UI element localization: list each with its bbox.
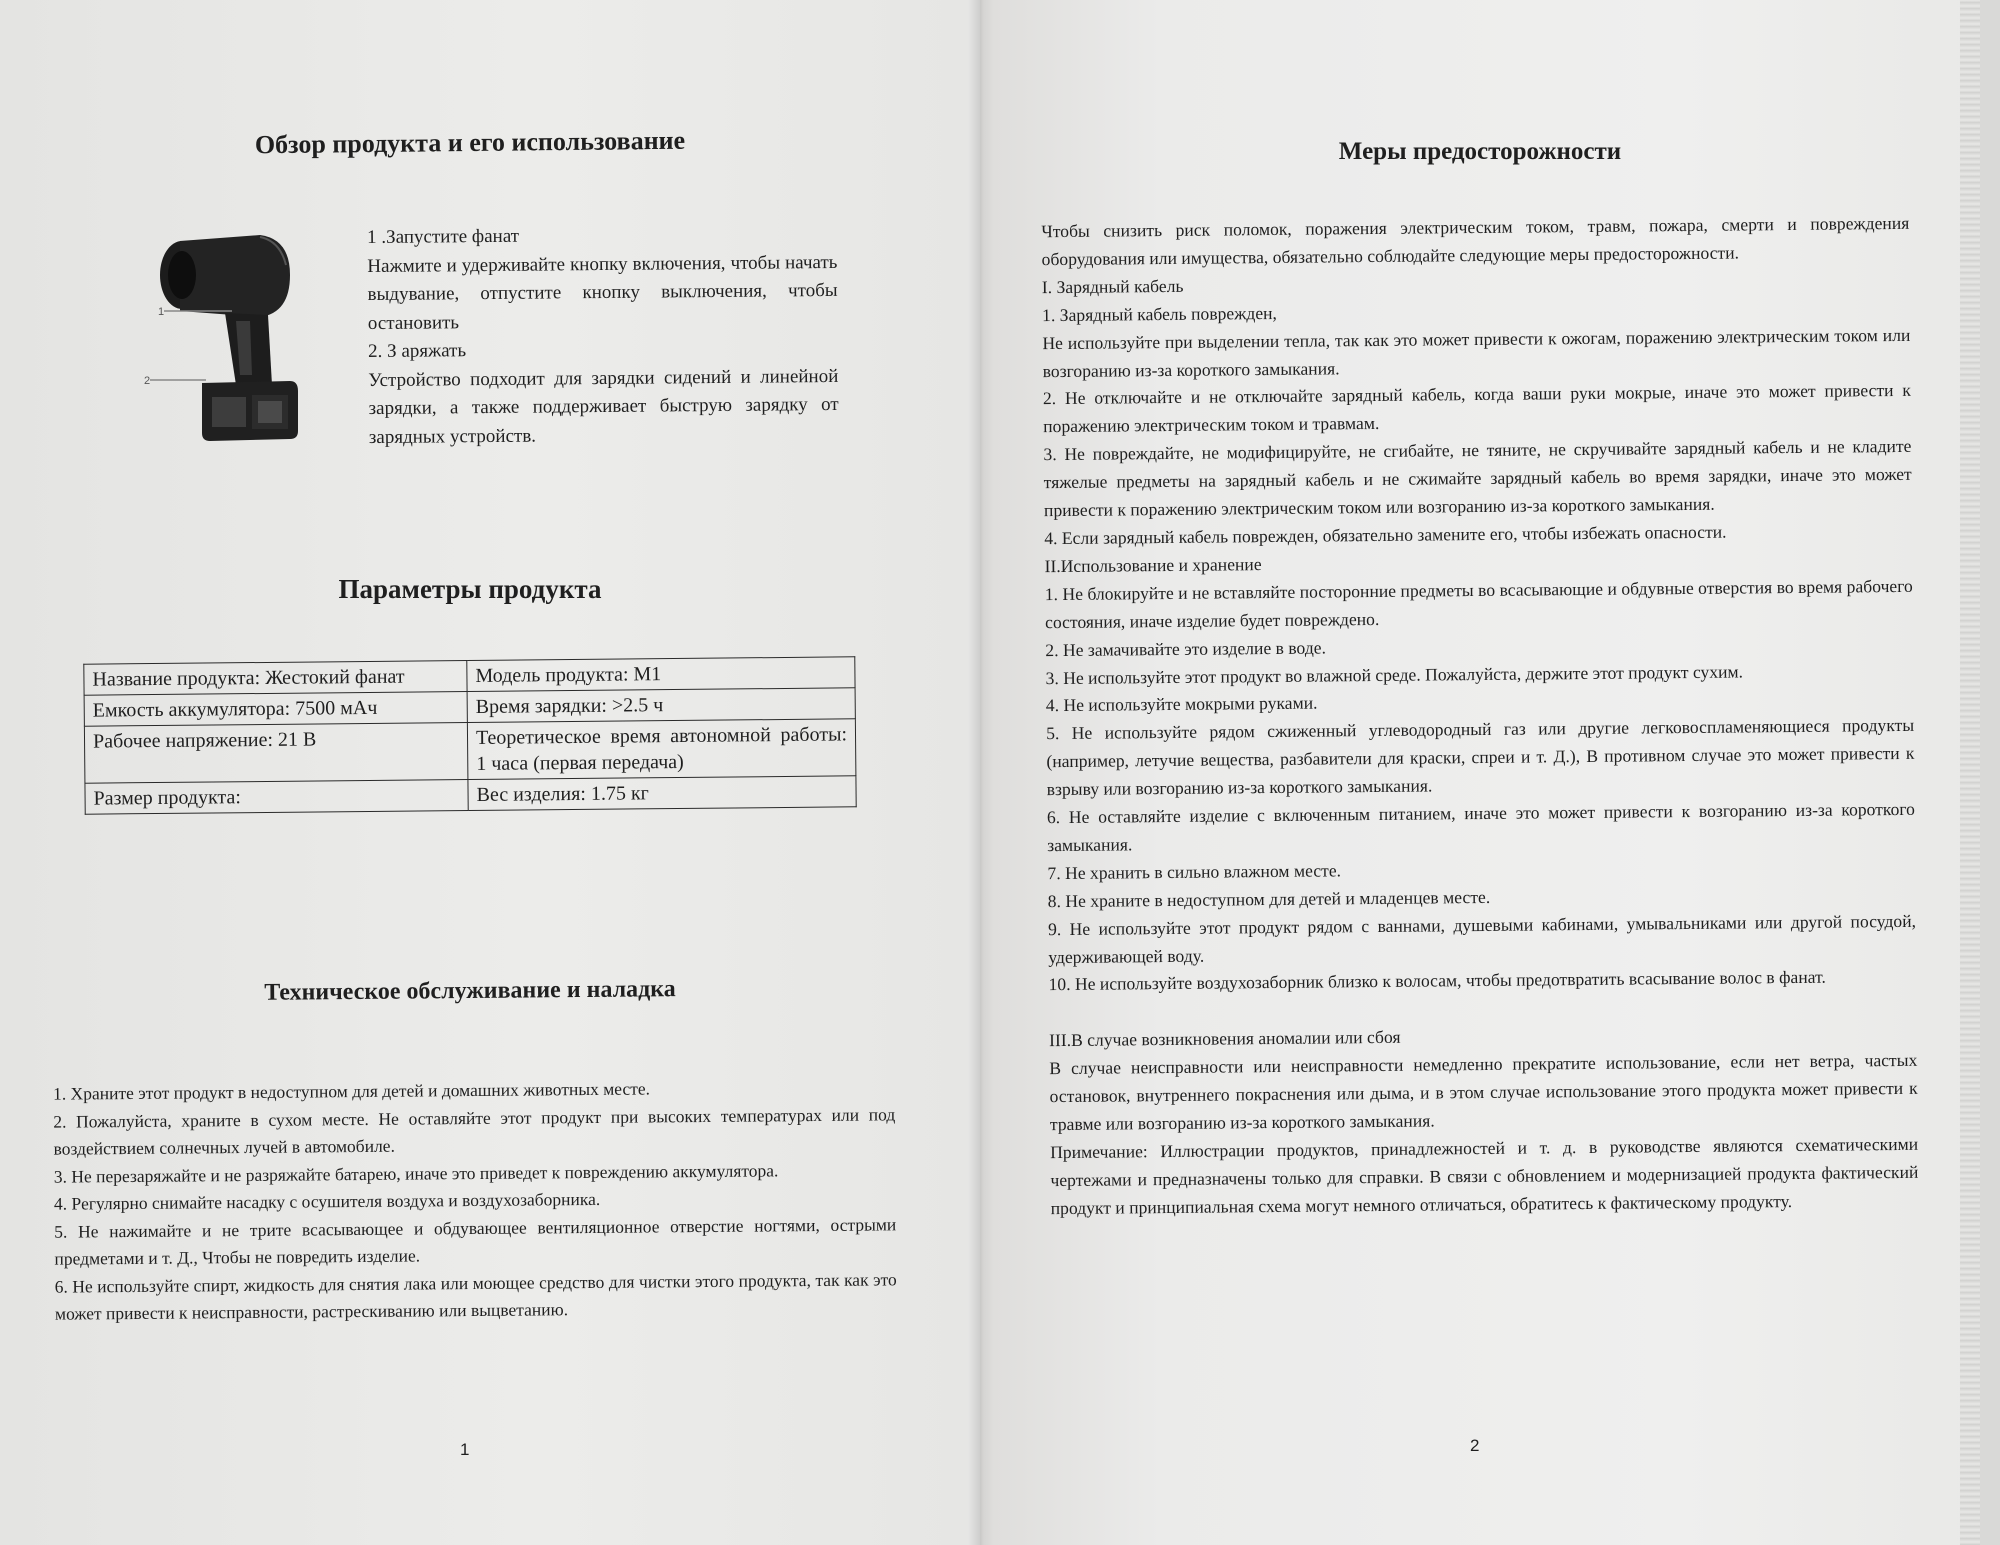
list-item: 9. Не используйте этот продукт рядом с ваннами, душевыми кабинами, умывальниками или другой посудой, удерживающей воду.	[1047, 910, 1917, 967]
params-table	[83, 656, 856, 814]
usage-step-2-text: Устройство подходит для зарядки сидений и линейной зарядки, а также поддерживает быструю зарядку от зарядных устройств.	[368, 365, 839, 448]
list-item: 4. Не используйте мокрыми руками.	[1045, 692, 1318, 716]
section-3-title: III.В случае возникновения аномалии или сбоя	[1048, 1027, 1401, 1051]
precautions-intro: Чтобы снизить риск поломок, поражения электрическим током, травм, пожара, смерти и повреждения оборудования или имущества, обязательно соблюдайте следующие меры предосторожности.	[1041, 212, 1910, 270]
list-item: 2. Не отключайте и не отключайте зарядный кабель, когда ваши руки мокрые, иначе это может привести к поражению электрическим током и травмам.	[1042, 380, 1911, 437]
usage-step-1-title: 1 .Запустите фанат	[367, 225, 520, 249]
page-number-left: 1	[460, 1440, 470, 1459]
callout-1: 1	[158, 306, 165, 318]
note-text: Примечание: Иллюстрации продуктов, принадлежностей и т. д. в руководстве являются схематическими чертежами и предназначены только для справки. В связи с обновлением и модернизацией продукта фактический продукт и принципиальная схема могут немного отличаться, обратитесь к фактическому продукту.	[1050, 1133, 1919, 1218]
params-title: Параметры продукта	[338, 574, 602, 604]
list-item: 3. Не повреждайте, не модифицируйте, не сгибайте, не тяните, не скручивайте зарядный кабель и не кладите тяжелые предметы на зарядный кабель и не сжимайте зарядный кабель во время зарядки, иначе это может привести к поражению электрическим током или возгоранию из-за короткого замыкания.	[1043, 436, 1912, 521]
callout-2: 2	[144, 375, 151, 387]
list-item: 1. Зарядный кабель поврежден,	[1042, 302, 1278, 325]
product-fan-illustration	[140, 225, 350, 450]
list-item: 6. Не используйте спирт, жидкость для снятия лака или моющее средство для чистки этого продукта, так как это может привести к неисправности, растрескиванию или выцветанию.	[54, 1268, 897, 1324]
param-runtime: Теоретическое время автономной работы: 1 часа (первая передача)	[467, 719, 856, 780]
list-item: 8. Не храните в недоступном для детей и младенцев месте.	[1047, 886, 1491, 911]
list-item: 7. Не хранить в сильно влажном месте.	[1047, 860, 1342, 884]
page-number-right: 2	[1470, 1436, 1480, 1455]
section-2-title: II.Использование и хранение	[1044, 553, 1262, 577]
list-item: Не используйте при выделении тепла, так как это может привести к ожогам, поражению электрическим током или возгоранию из-за короткого замыкания.	[1042, 324, 1911, 381]
param-model: Модель продукта: M1	[467, 657, 855, 692]
usage-step-1-text: Нажмите и удерживайте кнопку включения, чтобы начать выдувание, отпустите кнопку выключения, чтобы остановить	[367, 251, 838, 334]
section-3-text: В случае неисправности или неисправности немедленно прекратите использование, если нет ветра, частых остановок, внутреннего покраснения или дыма, и в этом случае использование этого продукта может привести к травме или возгоранию из-за короткого замыкания.	[1049, 1050, 1918, 1135]
param-weight: Вес изделия: 1.75 кг	[468, 776, 856, 811]
section-1-title: I. Зарядный кабель	[1041, 275, 1184, 297]
precautions-title: Меры предосторожности	[1338, 138, 1622, 165]
overview-title: Обзор продукта и его использование	[254, 125, 686, 160]
maintenance-list	[53, 1073, 897, 1328]
list-item: 4. Если зарядный кабель поврежден, обязательно замените его, чтобы избежать опасности.	[1044, 521, 1727, 549]
book-spine-shadow	[968, 0, 994, 1545]
list-item: 3. Не используйте этот продукт во влажной среде. Пожалуйста, держите этот продукт сухим.	[1045, 660, 1744, 688]
list-item: 1. Храните этот продукт в недоступном для детей и домашних животных месте.	[52, 1078, 651, 1104]
usage-instructions	[367, 220, 839, 452]
maintenance-title: Техническое обслуживание и наладка	[264, 976, 676, 1006]
param-name: Название продукта: Жестокий фанат	[84, 661, 467, 696]
list-item: 2. Не замачивайте это изделие в воде.	[1045, 637, 1327, 660]
param-size: Размер продукта:	[85, 780, 468, 815]
param-battery: Емкость аккумулятора: 7500 мАч	[84, 692, 467, 727]
precautions-body	[1041, 210, 1919, 1223]
list-item: 3. Не перезаряжайте и не разряжайте батарею, иначе это приведет к повреждению аккумулятора.	[53, 1159, 779, 1187]
table-row	[84, 719, 856, 783]
usage-step-2-title: 2. З аряжать	[368, 340, 467, 363]
param-voltage: Рабочее напряжение: 21 В	[84, 723, 468, 784]
list-item: 6. Не оставляйте изделие с включенным питанием, иначе это может привести к возгоранию из-за короткого замыкания.	[1046, 798, 1916, 856]
list-item: 5. Не используйте рядом сжиженный углеводородный газ или другие легковоспламеняющиеся продукты (например, летучие вещества, разбавители для краски, спреи и т. Д.), В противном случае это может привести к взрыву или возгоранию из-за короткого замыкания.	[1046, 715, 1915, 800]
param-charge-time: Время зарядки: >2.5 ч	[467, 688, 855, 723]
list-item: 2. Пожалуйста, храните в сухом месте. Не оставляйте этот продукт при высоких температурах или под воздействием солнечных лучей в автомобиле.	[53, 1103, 896, 1159]
list-item: 10. Не используйте воздухозаборник близко к волосам, чтобы предотвратить всасывание волос в фанат.	[1048, 967, 1826, 995]
list-item: 4. Регулярно снимайте насадку с осушителя воздуха и воздухозаборника.	[53, 1188, 601, 1214]
list-item: 5. Не нажимайте и не трите всасывающее и обдувающее вентиляционное отверстие ногтями, острыми предметами и т. Д., Чтобы не повредить изделие.	[54, 1213, 897, 1269]
list-item: 1. Не блокируйте и не вставляйте посторонние предметы во всасывающие и обдувные отверстия во время рабочего состояния, иначе изделие будет повреждено.	[1044, 575, 1913, 632]
page-edge-stack	[1960, 0, 1980, 1545]
